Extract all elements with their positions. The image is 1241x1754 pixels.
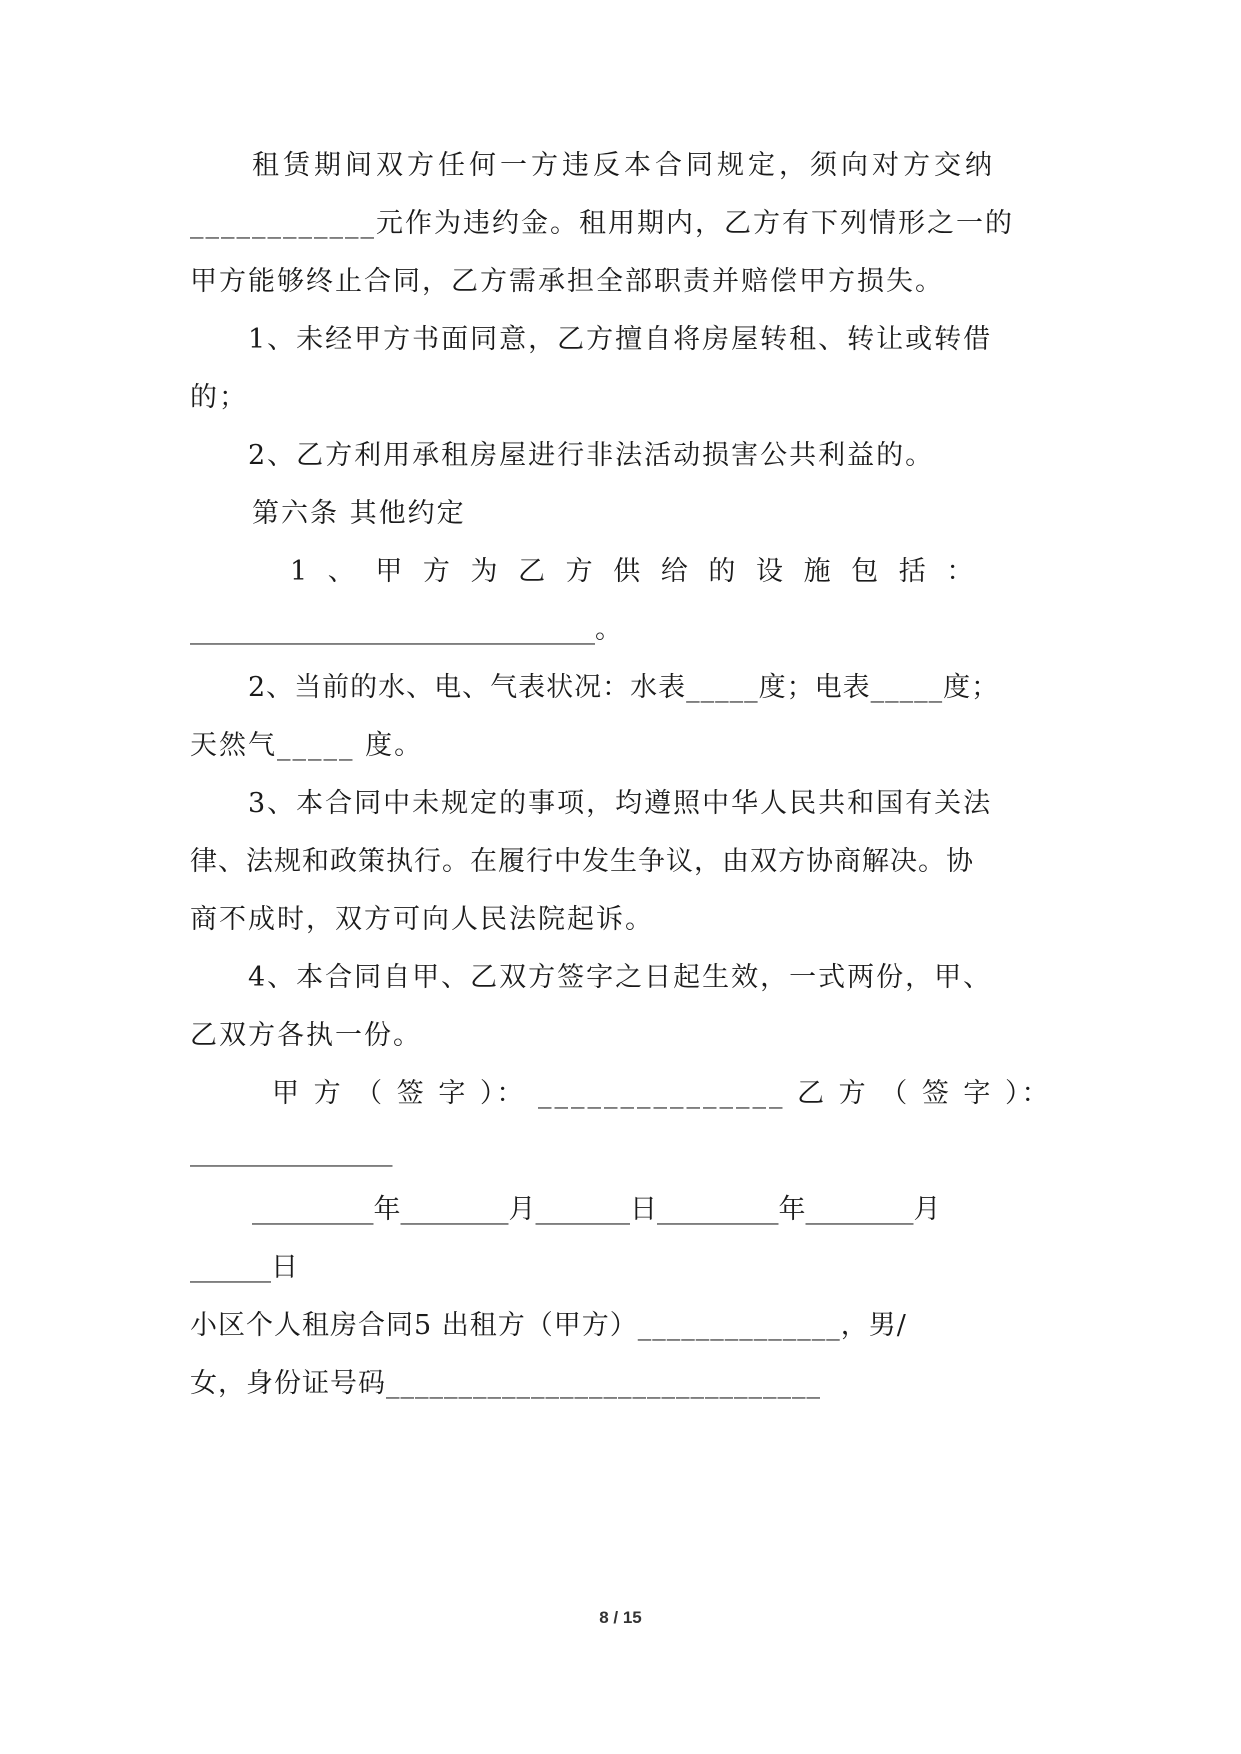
- text-line: ______________________________。: [190, 614, 622, 645]
- text-line: 4、本合同自甲、乙双方签字之日起生效，一式两份，甲、: [248, 962, 993, 993]
- text-line: 租赁期间双方任何一方违反本合同规定，须向对方交纳: [252, 150, 996, 181]
- text-line: 2、当前的水、电、气表状况：水表_____度；电表_____度；: [248, 672, 1000, 703]
- text-line: 1、未经甲方书面同意，乙方擅自将房屋转租、转让或转借: [248, 324, 993, 355]
- signature-blank: _______________: [190, 1136, 393, 1167]
- text-line: 乙双方各执一份。: [190, 1020, 422, 1051]
- section-heading: 第六条 其他约定: [252, 498, 466, 529]
- date-line: _________年________月_______日_________年________月: [252, 1194, 941, 1225]
- signature-line: 甲 方 （ 签 字 ）： _______________ 乙 方 （ 签 字 ）：: [272, 1078, 1052, 1109]
- contract-title-line: 小区个人租房合同5 出租方（甲方）______________，男/: [190, 1310, 907, 1341]
- text-line: 律、法规和政策执行。在履行中发生争议，由双方协商解决。协: [190, 846, 974, 877]
- text-line: 1 、 甲 方 为 乙 方 供 给 的 设 施 包 括 ：: [290, 556, 980, 587]
- date-line: ______日: [190, 1252, 298, 1283]
- text-line: 天然气_____ 度。: [190, 730, 424, 761]
- text-line: 的；: [190, 382, 248, 413]
- text-line: 2、乙方利用承租房屋进行非法活动损害公共利益的。: [248, 440, 935, 471]
- page-number: 8 / 15: [599, 1608, 642, 1627]
- text-line: 商不成时，双方可向人民法院起诉。: [190, 904, 654, 935]
- text-line: 女，身份证号码______________________________: [190, 1368, 821, 1399]
- text-line: ____________元作为违约金。租用期内，乙方有下列情形之一的: [190, 208, 1014, 239]
- text-line: 3、本合同中未规定的事项，均遵照中华人民共和国有关法: [248, 788, 993, 819]
- text-line: 甲方能够终止合同，乙方需承担全部职责并赔偿甲方损失。: [190, 266, 944, 297]
